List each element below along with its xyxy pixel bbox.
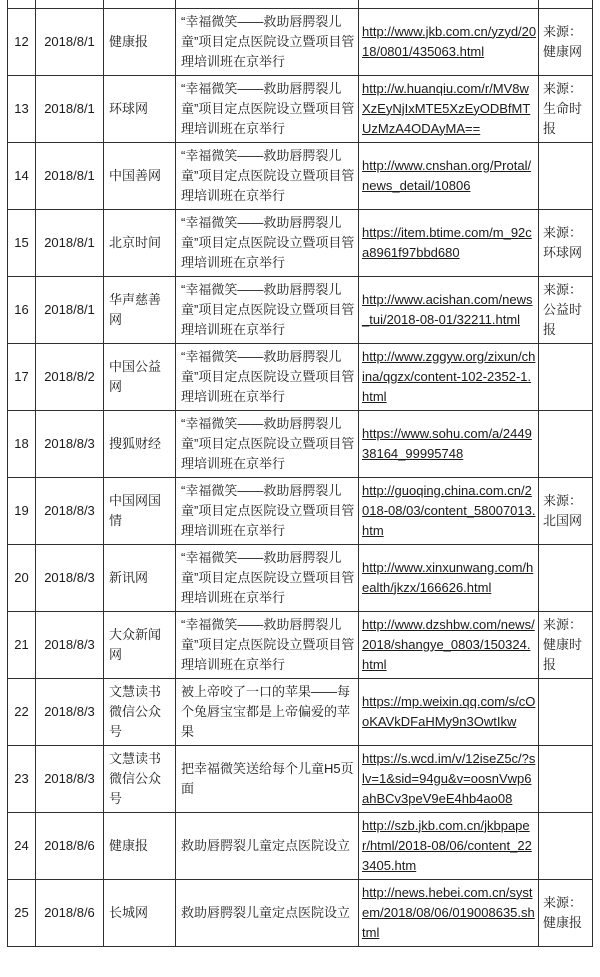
article-url-cell — [359, 209, 539, 276]
row-number: 14 — [8, 142, 36, 209]
table-body — [8, 0, 593, 946]
article-title: “幸福微笑——救助唇腭裂儿童”项目定点医院设立暨项目管理培训班在京举行 — [176, 544, 359, 611]
article-title: “幸福微笑——救助唇腭裂儿童”项目定点医院设立暨项目管理培训班在京举行 — [176, 276, 359, 343]
source-cell — [539, 477, 593, 544]
row-number: 21 — [8, 611, 36, 678]
media-name: 文慧读书微信公众号 — [104, 745, 176, 812]
article-link[interactable]: http://www.xinxunwang.com/health/jkzx/166626.html — [362, 559, 534, 595]
article-url-cell — [359, 812, 539, 879]
source-label: 来源：公益时报 — [543, 281, 583, 337]
source-cell — [539, 678, 593, 745]
media-name: 中国网国情 — [104, 477, 176, 544]
media-name: 长城网 — [104, 879, 176, 946]
article-url-cell — [359, 8, 539, 75]
truncated-cell — [359, 0, 539, 8]
table-row — [8, 276, 593, 343]
truncated-cell — [36, 0, 104, 8]
article-link[interactable]: http://szb.jkb.com.cn/jkbpaper/html/2018-08/06/content_223405.htm — [362, 817, 532, 873]
source-cell — [539, 812, 593, 879]
source-cell — [539, 745, 593, 812]
media-name: 新讯网 — [104, 544, 176, 611]
media-name: 环球网 — [104, 75, 176, 142]
article-link[interactable]: http://www.zggyw.org/zixun/china/qgzx/content-102-2352-1.html — [362, 348, 536, 404]
article-link[interactable]: https://mp.weixin.qq.com/s/cOoKAVkDFaHMy9n3OwtIkw — [362, 693, 536, 729]
source-label: 来源：健康报 — [543, 894, 583, 930]
truncated-cell — [539, 0, 593, 8]
row-number: 13 — [8, 75, 36, 142]
table-row — [8, 477, 593, 544]
table-row — [8, 678, 593, 745]
source-cell — [539, 611, 593, 678]
article-url-cell — [359, 410, 539, 477]
media-coverage-table — [7, 0, 593, 947]
table-row — [8, 410, 593, 477]
truncated-cell — [104, 0, 176, 8]
publish-date: 2018/8/6 — [36, 879, 104, 946]
media-name: 中国公益网 — [104, 343, 176, 410]
row-number: 23 — [8, 745, 36, 812]
source-cell — [539, 75, 593, 142]
source-cell — [539, 209, 593, 276]
row-number: 18 — [8, 410, 36, 477]
media-name: 健康报 — [104, 8, 176, 75]
row-number: 16 — [8, 276, 36, 343]
article-url-cell — [359, 477, 539, 544]
source-label: 来源：健康时报 — [543, 616, 583, 672]
table-row — [8, 343, 593, 410]
row-number: 17 — [8, 343, 36, 410]
source-cell — [539, 544, 593, 611]
media-name: 健康报 — [104, 812, 176, 879]
publish-date: 2018/8/1 — [36, 276, 104, 343]
publish-date: 2018/8/2 — [36, 343, 104, 410]
publish-date: 2018/8/6 — [36, 812, 104, 879]
source-cell — [539, 343, 593, 410]
article-title: “幸福微笑——救助唇腭裂儿童”项目定点医院设立暨项目管理培训班在京举行 — [176, 209, 359, 276]
article-url-cell — [359, 343, 539, 410]
publish-date: 2018/8/3 — [36, 611, 104, 678]
table-row — [8, 879, 593, 946]
truncated-cell — [8, 0, 36, 8]
article-url-cell — [359, 544, 539, 611]
table-row — [8, 75, 593, 142]
article-link[interactable]: http://guoqing.china.com.cn/2018-08/03/content_58007013.htm — [362, 482, 536, 538]
article-title: 把幸福微笑送给每个儿童H5页面 — [176, 745, 359, 812]
media-name: 搜狐财经 — [104, 410, 176, 477]
row-number: 19 — [8, 477, 36, 544]
source-label: 来源：环球网 — [543, 224, 583, 260]
publish-date: 2018/8/1 — [36, 142, 104, 209]
article-url-cell — [359, 75, 539, 142]
source-cell — [539, 8, 593, 75]
media-name: 文慧读书微信公众号 — [104, 678, 176, 745]
article-link[interactable]: https://www.sohu.com/a/244938164_99995748 — [362, 425, 532, 461]
row-number: 12 — [8, 8, 36, 75]
table-row — [8, 209, 593, 276]
table-row — [8, 812, 593, 879]
article-url-cell — [359, 879, 539, 946]
table-row — [8, 8, 593, 75]
media-name: 中国善网 — [104, 142, 176, 209]
article-title: 被上帝咬了一口的苹果——每个兔唇宝宝都是上帝偏爱的苹果 — [176, 678, 359, 745]
article-title: “幸福微笑——救助唇腭裂儿童”项目定点医院设立暨项目管理培训班在京举行 — [176, 75, 359, 142]
article-url-cell — [359, 678, 539, 745]
article-title: 救助唇腭裂儿童定点医院设立 — [176, 812, 359, 879]
publish-date: 2018/8/3 — [36, 745, 104, 812]
row-number: 20 — [8, 544, 36, 611]
publish-date: 2018/8/1 — [36, 209, 104, 276]
source-cell — [539, 879, 593, 946]
article-link[interactable]: http://w.huanqiu.com/r/MV8wXzEyNjIxMTE5XzEyODBfMTUzMzA4ODAyMA== — [362, 80, 531, 136]
article-title: “幸福微笑——救助唇腭裂儿童”项目定点医院设立暨项目管理培训班在京举行 — [176, 410, 359, 477]
article-link[interactable]: http://www.acishan.com/news_tui/2018-08-01/32211.html — [362, 291, 533, 327]
article-link[interactable]: https://item.btime.com/m_92ca8961f97bbd680 — [362, 224, 532, 260]
article-url-cell — [359, 611, 539, 678]
publish-date: 2018/8/1 — [36, 8, 104, 75]
article-link[interactable]: http://www.cnshan.org/Protal/news_detail/10806 — [362, 157, 532, 193]
row-number: 15 — [8, 209, 36, 276]
article-link[interactable]: http://news.hebei.com.cn/system/2018/08/06/019008635.shtml — [362, 884, 535, 940]
source-label: 来源：北国网 — [543, 492, 583, 528]
table-row — [8, 611, 593, 678]
article-link[interactable]: https://s.wcd.im/v/12iseZ5c/?slv=1&sid=94gu&v=oosnVwp6ahBCv3peV9eE4hb4ao08 — [362, 750, 536, 806]
article-url-cell — [359, 276, 539, 343]
source-label: 来源：健康网 — [543, 23, 583, 59]
article-link[interactable]: http://www.jkb.com.cn/yzyd/2018/0801/435063.html — [362, 23, 537, 59]
article-link[interactable]: http://www.dzshbw.com/news/2018/shangye_0803/150324.html — [362, 616, 535, 672]
publish-date: 2018/8/1 — [36, 75, 104, 142]
table-row — [8, 544, 593, 611]
article-title: “幸福微笑——救助唇腭裂儿童”项目定点医院设立暨项目管理培训班在京举行 — [176, 477, 359, 544]
source-cell — [539, 142, 593, 209]
media-name: 北京时间 — [104, 209, 176, 276]
publish-date: 2018/8/3 — [36, 678, 104, 745]
media-name: 大众新闻网 — [104, 611, 176, 678]
publish-date: 2018/8/3 — [36, 410, 104, 477]
article-title: “幸福微笑——救助唇腭裂儿童”项目定点医院设立暨项目管理培训班在京举行 — [176, 611, 359, 678]
truncated-row-above — [8, 0, 593, 8]
article-title: “幸福微笑——救助唇腭裂儿童”项目定点医院设立暨项目管理培训班在京举行 — [176, 8, 359, 75]
table-row — [8, 142, 593, 209]
article-url-cell — [359, 745, 539, 812]
table-row — [8, 745, 593, 812]
article-url-cell — [359, 142, 539, 209]
row-number: 24 — [8, 812, 36, 879]
row-number: 22 — [8, 678, 36, 745]
publish-date: 2018/8/3 — [36, 477, 104, 544]
source-cell — [539, 410, 593, 477]
source-label: 来源：生命时报 — [543, 80, 583, 136]
article-title: “幸福微笑——救助唇腭裂儿童”项目定点医院设立暨项目管理培训班在京举行 — [176, 343, 359, 410]
publish-date: 2018/8/3 — [36, 544, 104, 611]
media-name: 华声慈善网 — [104, 276, 176, 343]
article-title: “幸福微笑——救助唇腭裂儿童”项目定点医院设立暨项目管理培训班在京举行 — [176, 142, 359, 209]
article-title: 救助唇腭裂儿童定点医院设立 — [176, 879, 359, 946]
row-number: 25 — [8, 879, 36, 946]
source-cell — [539, 276, 593, 343]
truncated-cell — [176, 0, 359, 8]
